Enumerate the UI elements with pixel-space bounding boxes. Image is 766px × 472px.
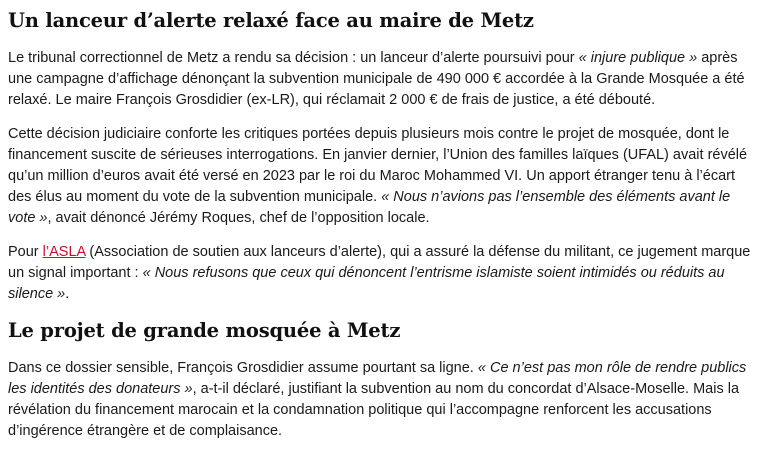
quote-asla: « Nous refusons que ceux qui dénoncent l’entrisme islamiste soient intimidés ou réduits au silence » — [8, 265, 725, 302]
quote-injure-publique: « injure publique » — [578, 50, 698, 66]
quote-grosdidier: « Ce n’est pas mon rôle de rendre publics les identités des donateurs » — [8, 360, 747, 397]
article-heading-mosquee: Le projet de grande mosquée à Metz — [8, 319, 401, 342]
paragraph-asla-text-2: (Association de soutien aux lanceurs d’alerte), qui a assuré la défense du militant, ce jugement marque un signal important : — [8, 244, 751, 281]
article-heading-relaxe: Un lanceur d’alerte relaxé face au maire de Metz — [8, 9, 534, 32]
paragraph-grosdidier-text-2: , a-t-il déclaré, justifiant la subvention au nom du concordat d’Alsace-Moselle. Mais la révélation du financement marocain et la condamnation politique qui l’accompagne renforcent les accusations d’ingérence étrangère et de complaisance. — [8, 381, 740, 439]
paragraph-decision — [8, 48, 754, 111]
quote-roques: « Nous n’avions pas l’ensemble des éléments avant le vote » — [8, 189, 731, 226]
paragraph-decision-text-1: Le tribunal correctionnel de Metz a rendu sa décision : un lanceur d’alerte poursuivi pour — [8, 50, 579, 66]
paragraph-grosdidier — [8, 358, 754, 442]
paragraph-asla-text-1: Pour — [8, 244, 43, 260]
paragraph-grosdidier-text-1: Dans ce dossier sensible, François Grosdidier assume pourtant sa ligne. — [8, 360, 478, 376]
asla-link[interactable]: l’ASLA — [42, 244, 86, 260]
paragraph-asla — [8, 242, 754, 305]
paragraph-financement-text-1: Cette décision judiciaire conforte les critiques portées depuis plusieurs mois contre le projet de mosquée, dont le financement suscite de sérieuses interrogations. En janvier dernier, l’Union des familles laïques (UFAL) avait révélé qu’un million d’euros avait été versé en 2023 par le roi du Maroc Mohammed VI. Un apport étranger tenu à l’écart des élus au moment du vote de la subvention municipale. — [8, 126, 748, 205]
paragraph-financement-text-2: , avait dénoncé Jérémy Roques, chef de l’opposition locale. — [47, 210, 430, 226]
paragraph-decision-text-2: après une campagne d’affichage dénonçant la subvention municipale de 490 000 € accordée à la Grande Mosquée a été relaxé. Le maire François Grosdidier (ex-LR), qui réclamait 2 000 € de frais de justice, a été débouté. — [8, 50, 745, 108]
paragraph-financement — [8, 124, 754, 229]
paragraph-asla-text-3: . — [65, 286, 70, 302]
